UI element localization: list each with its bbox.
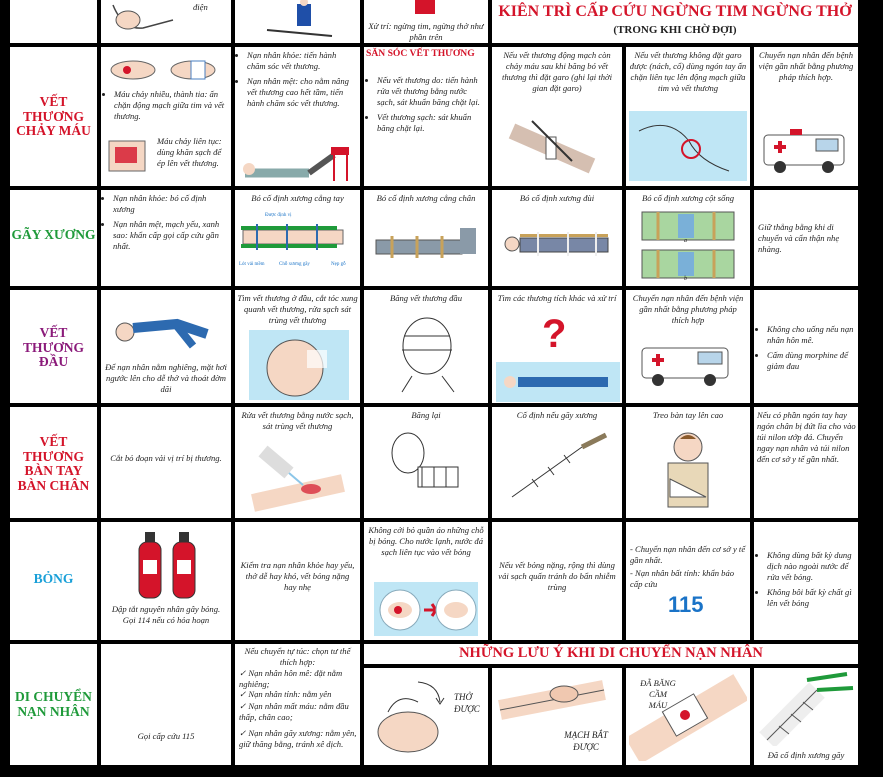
ambulance-icon [638,336,738,392]
rescuer-illustration [237,0,357,42]
bleeding-c4 [492,47,622,186]
forearm-splint-illustration [237,216,357,266]
head-c6-list: • Không cho uống nếu nạn nhân hôn mê. • Cấm dùng morphine để giảm đau [758,324,856,376]
breathing-check-illustration [368,672,456,762]
head-c4 [492,290,622,403]
row-label-fracture [10,190,97,286]
hand-c1 [101,407,231,518]
hand-c3 [364,407,488,518]
move-c2-l1: ✓ Nạn nhân hôn mê: đặt nằm nghiêng; [239,668,343,689]
spine-label-a: a [684,238,687,244]
head-c5 [626,290,750,403]
electric-hand-illustration [103,0,183,40]
hand-c1-text: Cắt bỏ đoạn vải vị trí bị thương. [110,453,222,463]
row-label-move [10,644,97,765]
recovery-position-illustration [107,298,227,358]
move-p4-text: Đã cố định xương gãy [767,750,845,760]
fracture-c3-text: Bó cố định xương cẳng chân [376,193,476,203]
forearm-label-3: Chỗ xương gãy [279,262,310,267]
head-c6 [754,290,858,403]
fracture-c2 [235,190,360,286]
splinted-hand-illustration [502,427,612,511]
corner-cell [10,0,97,43]
thigh-splint-illustration [498,222,614,272]
spine-label-b: b [684,276,687,282]
move-c2-l3: ✓ Nạn nhân mất máu: nằm đầu thấp, chân cao; [239,701,349,722]
fracture-c4 [492,190,622,286]
hand-c5-text: Treo bàn tay lên cao [652,410,724,420]
move-p3 [626,668,750,765]
move-p2 [492,668,622,765]
tourniquet-illustration [502,111,612,181]
bleeding-c2 [235,47,360,186]
row-label-move-text: DI CHUYỂN NẠN NHÂN [15,689,92,719]
fixed-fracture-illustration [757,670,855,746]
hand-c4-text: Cố định nếu gãy xương [516,410,598,420]
move-p3-text: ĐÃ BĂNG CẦM MÁU [640,678,676,710]
cool-burn-illustration [374,582,478,636]
bleeding-c6-text: Chuyển nạn nhân đến bệnh viện gần nhất bằng phương pháp thích hợp. [758,50,854,82]
red-device-icon [414,0,436,16]
hand-c6 [754,407,858,518]
neck-pressure-illustration [629,111,747,181]
lying-leg-raised-illustration [239,133,355,183]
row-label-burn-text: BỎNG [33,571,74,586]
bleeding-c1-bullet: • Máu chảy nhiều, thành tia: ấn chặn động mạch giữa tim và vết thương. [105,89,225,126]
spine-splint-illustration [638,206,738,284]
bleeding-c3-list: • Nếu vết thương do: tiến hành rửa vết thương bằng nước sạch, sát khuẩn băng chặt lại. • Vết thương sạch: sát khuẩn băng chặt lại. [368,75,484,138]
leg-splint-illustration [372,222,482,272]
electric-text: điện [193,2,208,12]
move-c2-intro: Nếu chuyển tự túc: chọn tư thế thích hợp: [244,646,351,667]
bleeding-c3-heading: SĂN SÓC VẾT THƯƠNG [366,48,475,59]
move-c2 [235,644,360,765]
burn-c3 [364,522,488,640]
hand-c3-text: Băng lại [411,410,441,420]
fracture-c1 [101,190,231,286]
hand-c4 [492,407,622,518]
bleeding-c5-text: Nếu vết thương không đặt garo được (nách, cổ) dùng ngón tay ấn chặn liên tục lên động mạch giữa tim và vết thương [629,50,747,93]
burn-c6-list: • Không dùng bất kỳ dung dịch nào ngoài nước để rửa vết bỏng. • Không bôi bất kỳ chất gì lên vết bỏng [758,550,856,613]
hand-c5 [626,407,750,518]
row-label-burn [10,522,97,640]
hand-bandage-illustration [378,427,478,507]
fracture-c5-text: Bó cố định xương cột sống [641,193,735,203]
head-c1 [101,290,231,403]
cpr-note-text: Xử trí: ngừng tim, ngừng thở như phần trên [368,21,484,42]
bleeding-c1-text: Máu chảy liên tục: dùng khăn sạch để ép lên vết thương. [157,136,222,168]
row-label-hand-text: VẾT THƯƠNG BÀN TAY BÀN CHÂN [17,434,90,493]
hand-c6-text: Nếu có phần ngón tay hay ngón chân bị đứt lìa cho vào túi nilon ướp đá. Chuyển ngay nạn nhân và túi nilon đến cơ sở y tế gần nhất. [757,410,856,464]
burn-c6 [754,522,858,640]
fracture-c6-text: Giữ thẳng bằng khi di chuyển và cẩn thận nhẹ nhàng. [758,222,840,254]
ambulance-icon [760,121,850,177]
burn-c1-text: Dập tắt nguyên nhân gây bỏng. Gọi 114 nếu có hỏa hoạn [111,604,221,625]
forearm-label-4: Nẹp gỗ [331,262,346,267]
pulse-check-illustration [494,670,620,730]
move-c2-l4: ✓ Nạn nhân gãy xương: nằm yên, giữ thăng bằng, tránh xê dịch. [239,728,357,749]
hand-c2 [235,407,360,518]
sling-boy-illustration [648,425,728,515]
bleeding-c2-list: • Nạn nhân khỏe: tiến hành chăm sóc vết thương. • Nạn nhân mệt: cho nằm nâng vết thương cao hết tầm, tiến hành chăm sóc vết thương. [238,50,356,113]
rescue-cell [235,0,360,43]
bleeding-c4-text: Nếu vết thương động mạch còn chảy máu sau khi băng bó vết thương thì đặt garo (ghi lại thời gian đặt garo) [502,50,612,93]
fracture-c3 [364,190,488,286]
hand-c2-text: Rửa vết thương bằng nước sạch, sát trùng vết thương [241,410,354,431]
wash-wound-illustration [243,443,353,513]
burn-c4-text: Nếu vết bỏng nặng, rộng thì dùng vải sạch quấn tránh do bẩn nhiễm trùng [498,560,616,592]
move-banner-title: NHỮNG LƯU Ý KHI DI CHUYỂN NẠN NHÂN [459,645,763,661]
bleeding-c3 [364,47,488,186]
head-c3 [364,290,488,403]
fracture-c2-text: Bó cố định xương cẳng tay [251,193,344,203]
head-c3-text: Băng vết thương đầu [389,293,463,303]
head-bandage-illustration [382,306,472,396]
hand-press-cloth-illustration [105,133,151,179]
head-c2 [235,290,360,403]
bleeding-c6 [754,47,858,186]
burn-c2 [235,522,360,640]
row-label-bleeding [10,47,97,186]
row-label-hand [10,407,97,518]
burn-c5-l1: - Chuyển nạn nhân đến cơ sở y tế gần nhất. [630,544,746,565]
burn-c2-text: Kiểm tra nạn nhân khỏe hay yếu, thở dễ hay khó, vết bỏng nặng hay nhẹ [240,560,355,592]
move-p1 [364,668,488,765]
move-c1 [101,644,231,765]
row-label-bleeding-text: VẾT THƯƠNG CHẢY MÁU [16,94,91,139]
lying-victim-illustration [496,362,620,402]
emergency-number: 115 [668,592,704,617]
electric-cell [101,0,231,43]
forearm-label-1: Được định vị [265,213,292,218]
head-c2-text: Tìm vết thương ở đầu, cắt tóc xung quanh vết thương, rửa sạch sát trùng vết thương [237,293,358,325]
burn-c3-text: Không cởi bỏ quần áo những chỗ bị bỏng. Cho nước lạnh, nước đá sạch liên tục vào vết bỏng [368,525,484,557]
cpr-banner-subtitle: (TRONG KHI CHỜ ĐỢI) [613,24,737,36]
fracture-c6 [754,190,858,286]
move-p4 [754,668,858,765]
fracture-c5 [626,190,750,286]
move-c1-text: Gọi cấp cứu 115 [137,731,195,741]
row-label-fracture-text: GÃY XƯƠNG [11,227,96,242]
cpr-note-cell [364,0,488,43]
forearm-label-2: Lót vải mềm [239,262,265,267]
move-p1-text: THỞ ĐƯỢC [454,692,480,714]
fracture-c4-text: Bó cố định xương đùi [519,193,595,203]
bleeding-c5 [626,47,750,186]
head-wound-illustration [249,330,349,400]
burn-c5-l2: - Nạn nhân bất tỉnh: khẩn báo cấp cứu [630,568,735,589]
row-label-head [10,290,97,403]
burn-c4 [492,522,622,640]
row-label-head-text: VẾT THƯƠNG ĐẦU [22,325,84,370]
head-c1-text: Để nạn nhân nằm nghiêng, mặt hơi ngước lên cho dễ thở và thoát đờm dãi [105,362,227,394]
cpr-banner-cell [492,0,858,43]
burn-c5 [626,522,750,640]
cpr-banner-title: KIÊN TRÌ CẤP CỨU NGỪNG TIM NGỪNG THỞ [498,3,852,20]
head-c4-text: Tìm các thương tích khác và xử trí [497,293,617,303]
bleeding-c1 [101,47,231,186]
burn-c1 [101,522,231,640]
arm-pressure-illustration [105,50,225,88]
head-c5-text: Chuyển nạn nhân đến bệnh viện gần nhất bằng phương pháp thích hợp [632,293,744,325]
move-c2-l2: ✓ Nạn nhân tỉnh: nằm yên [239,689,332,699]
move-banner-cell [364,644,858,664]
fracture-c1-list: • Nạn nhân khỏe: bó cố định xương • Nạn nhân mệt, mạch yếu, xanh sao: khẩn cấp gọi cấp cứu gần nhất. [104,193,228,256]
question-mark-icon: ? [542,312,567,356]
move-p2-text: MẠCH BẮT ĐƯỢC [564,730,608,752]
fire-extinguisher-icon [129,526,209,600]
